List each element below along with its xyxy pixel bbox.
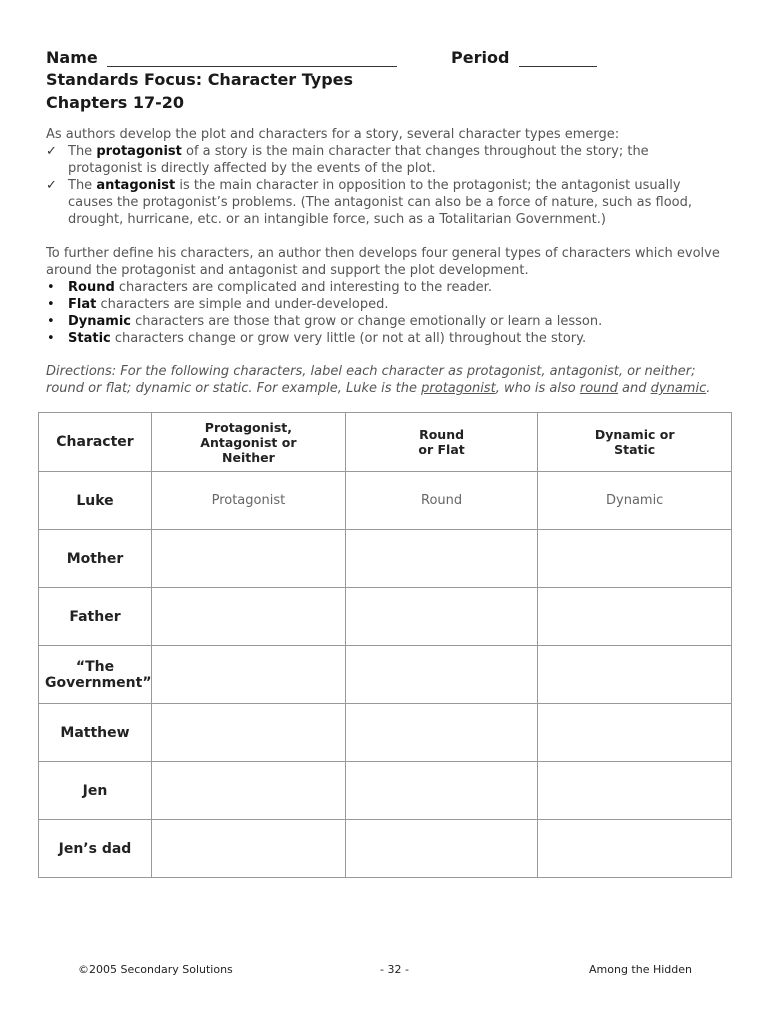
header-dynamic-static: Dynamic or Static xyxy=(538,413,732,472)
directions: Directions: For the following characters, label each character as protagonist, antagonist, or neither; round or flat; dynamic or static. For example, Luke is the protagonist, who is also round and dynamic. xyxy=(46,364,711,396)
bullet-icon: • xyxy=(47,314,55,329)
character-table xyxy=(38,412,732,878)
period-line xyxy=(451,48,597,67)
role-cell[interactable] xyxy=(151,530,345,588)
check-item-protagonist: ✓ The protagonist of a story is the main character that changes throughout the story; the protagonist is directly affected by the events of the plot. xyxy=(46,144,649,176)
name-line xyxy=(46,48,397,67)
bullet-round: • Round characters are complicated and interesting to the reader. xyxy=(47,280,492,295)
bullet-flat: • Flat characters are simple and under-developed. xyxy=(47,297,389,312)
name-input[interactable] xyxy=(107,66,397,67)
name-label: Name xyxy=(46,48,98,67)
character-name: Matthew xyxy=(39,704,152,762)
dynamic-static-cell[interactable] xyxy=(538,704,732,762)
round-flat-cell[interactable] xyxy=(345,530,538,588)
checkmark-icon: ✓ xyxy=(46,144,57,159)
table-row xyxy=(39,588,732,646)
role-cell[interactable]: Protagonist xyxy=(151,472,345,530)
dynamic-static-cell[interactable] xyxy=(538,588,732,646)
dynamic-static-cell[interactable] xyxy=(538,530,732,588)
dynamic-static-cell[interactable] xyxy=(538,762,732,820)
round-flat-cell[interactable] xyxy=(345,646,538,704)
footer-page-number: - 32 - xyxy=(380,963,409,976)
term-protagonist: protagonist xyxy=(96,144,182,159)
bullet-static: • Static characters change or grow very little (or not at all) throughout the story. xyxy=(47,331,587,346)
dynamic-static-cell[interactable] xyxy=(538,646,732,704)
character-name: Luke xyxy=(39,472,152,530)
character-name: Mother xyxy=(39,530,152,588)
term-antagonist: antagonist xyxy=(96,178,176,193)
checkmark-icon: ✓ xyxy=(46,178,57,193)
round-flat-cell[interactable] xyxy=(345,820,538,878)
header-protagonist-antagonist: Protagonist, Antagonist or Neither xyxy=(151,413,345,472)
period-input[interactable] xyxy=(519,66,597,67)
table-row xyxy=(39,646,732,704)
bullet-icon: • xyxy=(47,280,55,295)
table-header-row xyxy=(39,413,732,472)
chapters-title: Chapters 17-20 xyxy=(46,93,185,112)
types-lead: To further define his characters, an author then develops four general types of characters which evolve around the protagonist and antagonist and support the plot development. xyxy=(46,246,720,278)
intro-section xyxy=(46,126,736,228)
table-row xyxy=(39,530,732,588)
bullet-icon: • xyxy=(47,331,55,346)
page-title: Standards Focus: Character Types xyxy=(46,70,354,89)
character-name: Jen’s dad xyxy=(39,820,152,878)
dynamic-static-cell[interactable]: Dynamic xyxy=(538,472,732,530)
check-item-antagonist: ✓ The antagonist is the main character in opposition to the protagonist; the antagonist usually causes the protagonist’s problems. (The antagonist can also be a force of nature, such as flood, drought, hurricane, etc. or an intangible force, such as a Totalitarian Government.) xyxy=(46,178,693,227)
period-label: Period xyxy=(451,48,510,67)
round-flat-cell[interactable]: Round xyxy=(345,472,538,530)
character-name: Father xyxy=(39,588,152,646)
intro-lead: As authors develop the plot and characters for a story, several character types emerge: xyxy=(46,127,620,142)
role-cell[interactable] xyxy=(151,762,345,820)
role-cell[interactable] xyxy=(151,588,345,646)
header-character: Character xyxy=(39,413,152,472)
header-round-flat: Round or Flat xyxy=(345,413,538,472)
footer-copyright: ©2005 Secondary Solutions xyxy=(78,963,233,976)
round-flat-cell[interactable] xyxy=(345,588,538,646)
role-cell[interactable] xyxy=(151,646,345,704)
table-row xyxy=(39,472,732,530)
dynamic-static-cell[interactable] xyxy=(538,820,732,878)
round-flat-cell[interactable] xyxy=(345,762,538,820)
character-name: Jen xyxy=(39,762,152,820)
table-row xyxy=(39,820,732,878)
footer-book-title: Among the Hidden xyxy=(589,963,693,976)
round-flat-cell[interactable] xyxy=(345,704,538,762)
role-cell[interactable] xyxy=(151,820,345,878)
types-section xyxy=(46,245,736,347)
bullet-dynamic: • Dynamic characters are those that grow or change emotionally or learn a lesson. xyxy=(47,314,603,329)
table-row xyxy=(39,762,732,820)
role-cell[interactable] xyxy=(151,704,345,762)
table-row xyxy=(39,704,732,762)
bullet-icon: • xyxy=(47,297,55,312)
character-name: “The Government” xyxy=(39,646,152,704)
